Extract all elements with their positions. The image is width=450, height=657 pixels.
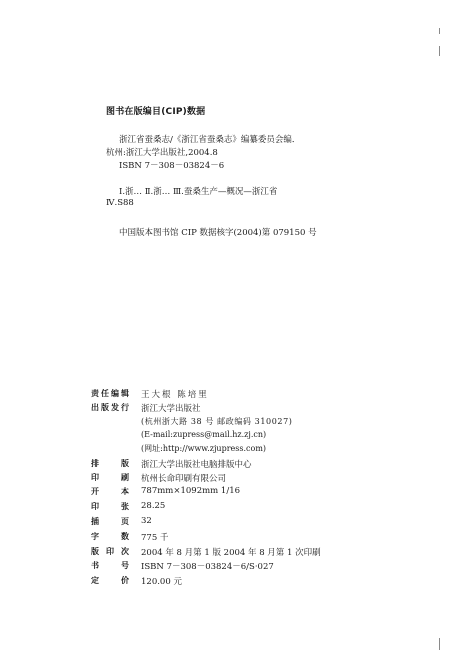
cip-classification-line: Ⅳ.S88 — [106, 198, 134, 208]
imprint-value-typesetting: 浙江大学出版社电脑排版中心 — [141, 460, 252, 470]
imprint-value-printing: 杭州长命印刷有限公司 — [141, 474, 227, 484]
scan-edge-mark — [439, 46, 440, 56]
imprint-label: 插 页 — [91, 517, 129, 526]
imprint-label: 排 版 — [91, 459, 129, 468]
imprint-value-wordcount: 775 千 — [141, 533, 169, 543]
imprint-label: 书 号 — [91, 561, 129, 570]
imprint-label: 字 数 — [91, 532, 129, 541]
imprint-label: 责 任 编 辑 — [91, 389, 129, 398]
imprint-value-editors: 王大根 陈培里 — [141, 390, 209, 400]
imprint-value-publisher: 浙江大学出版社 — [141, 404, 201, 414]
imprint-value-plates: 32 — [141, 516, 152, 526]
cip-isbn-line: ISBN 7－308－03824－6 — [119, 161, 225, 171]
imprint-value-price: 120.00 元 — [141, 577, 182, 587]
imprint-value-sheets: 28.25 — [141, 501, 166, 511]
imprint-label: 印 张 — [91, 502, 129, 511]
imprint-label: 开 本 — [91, 487, 129, 496]
imprint-value-format: 787mm×1092mm 1/16 — [141, 486, 241, 496]
publisher-email: (E-mail:zupress@mail.hz.zj.cn) — [141, 430, 267, 439]
imprint-label: 印 刷 — [91, 473, 129, 482]
cip-publisher-line: 杭州:浙江大学出版社,2004.8 — [106, 148, 218, 158]
scan-edge-mark — [439, 638, 440, 650]
imprint-label: 版 印 次 — [91, 547, 129, 556]
imprint-label: 出 版 发 行 — [91, 403, 129, 412]
cip-heading: 图书在版编目(CIP)数据 — [106, 107, 206, 117]
imprint-value-edition: 2004 年 8 月第 1 版 2004 年 8 月第 1 次印刷 — [141, 548, 321, 558]
cip-subject-line: Ⅰ.浙… Ⅱ.浙… Ⅲ.蚕桑生产—概况—浙江省 — [119, 187, 278, 197]
scan-edge-mark — [439, 28, 440, 34]
imprint-value-isbn: ISBN 7－308－03824－6/S·027 — [141, 562, 274, 572]
publisher-website: (网址:http://www.zjupress.com) — [141, 444, 267, 453]
cip-title-line: 浙江省蚕桑志/《浙江省蚕桑志》编纂委员会编． — [119, 135, 301, 145]
imprint-label: 定 价 — [91, 576, 129, 585]
publisher-address: (杭州浙大路 38 号 邮政编码 310027) — [141, 417, 293, 426]
cip-library-record-line: 中国版本图书馆 CIP 数据核字(2004)第 079150 号 — [119, 228, 317, 238]
